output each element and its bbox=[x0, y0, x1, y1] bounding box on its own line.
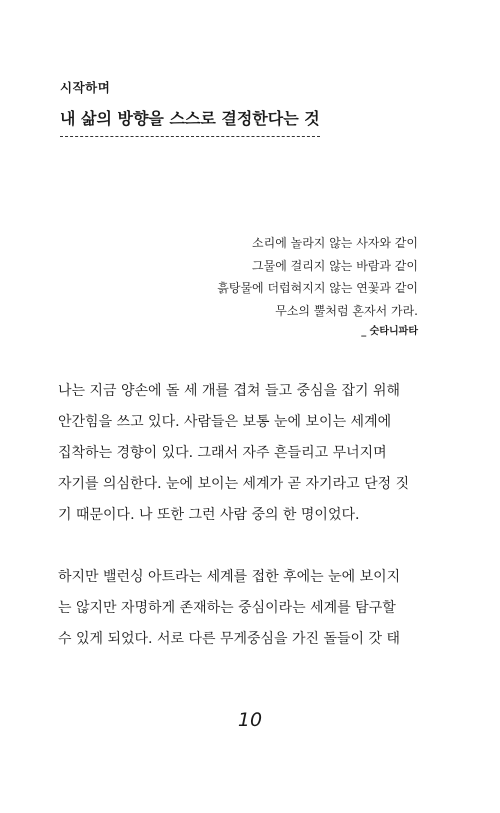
text-line: 기 때문이다. 나 또한 그런 사람 중의 한 명이었다. bbox=[58, 507, 360, 523]
text-line: 나는 지금 양손에 돌 세 개를 겹쳐 들고 중심을 잡기 위해 bbox=[58, 383, 401, 399]
epigraph bbox=[217, 232, 418, 340]
text-line: 자기를 의심한다. 눈에 보이는 세계가 곧 자기라고 단정 짓 bbox=[58, 476, 410, 492]
epigraph-line: 무소의 뿔처럼 혼자서 가라. bbox=[275, 303, 418, 318]
paragraph-1 bbox=[58, 376, 444, 531]
epigraph-line: 그물에 걸리지 않는 바람과 같이 bbox=[252, 258, 418, 273]
text-line: 안간힘을 쓰고 있다. 사람들은 보통 눈에 보이는 세계에 bbox=[58, 414, 392, 430]
epigraph-line: 흙탕물에 더럽혀지지 않는 연꽃과 같이 bbox=[217, 281, 418, 295]
section-label: 시작하며 bbox=[60, 80, 111, 95]
page-number: 10 bbox=[237, 709, 263, 731]
text-line: 집착하는 경향이 있다. 그래서 자주 흔들리고 무너지며 bbox=[58, 445, 387, 461]
body-text bbox=[58, 376, 444, 655]
epigraph-line: 소리에 놀라지 않는 사자와 같이 bbox=[252, 236, 418, 250]
chapter-title: 내 삶의 방향을 스스로 결정한다는 것 bbox=[60, 106, 320, 137]
paragraph-2 bbox=[58, 562, 444, 655]
paragraph-gap bbox=[58, 531, 444, 562]
text-line: 는 않지만 자명하게 존재하는 중심이라는 세계를 탐구할 bbox=[58, 600, 396, 616]
text-line: 수 있게 되었다. 서로 다른 무게중심을 가진 돌들이 갓 태 bbox=[58, 631, 401, 647]
epigraph-attribution: _ 숫타니파타 bbox=[361, 326, 418, 337]
text-line: 하지만 밸런싱 아트라는 세계를 접한 후에는 눈에 보이지 bbox=[58, 569, 401, 585]
